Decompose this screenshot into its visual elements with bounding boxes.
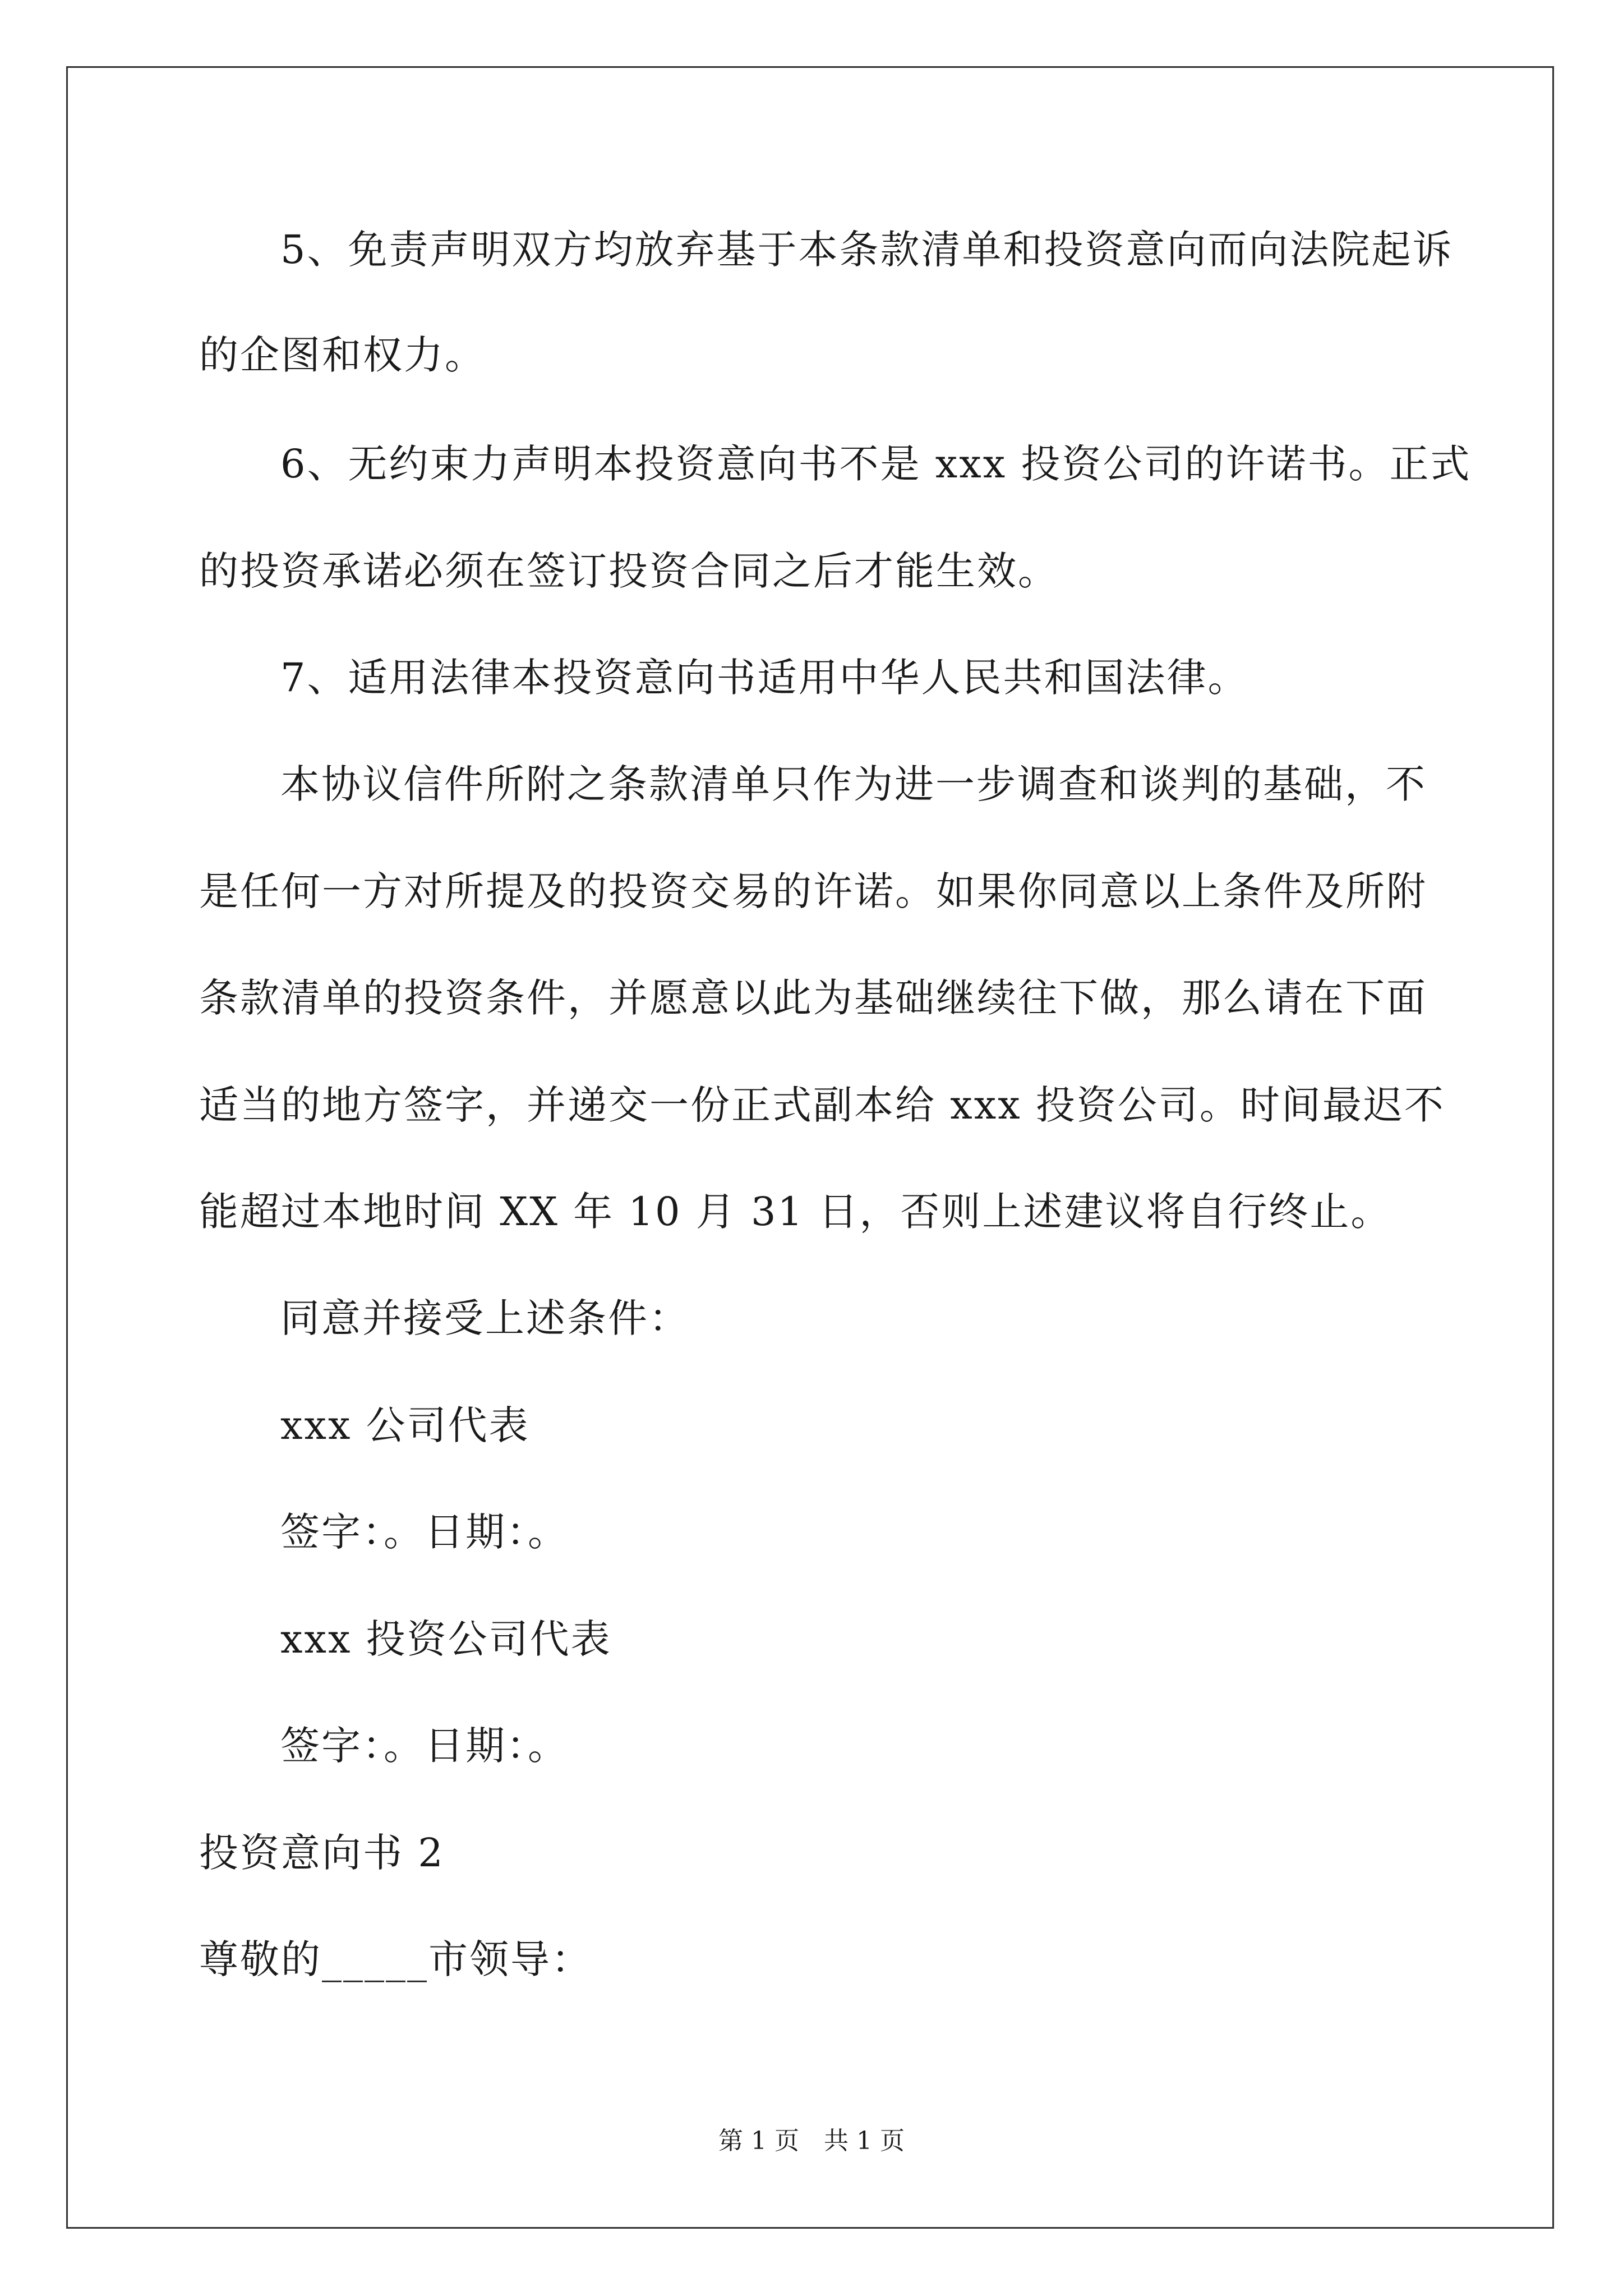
- section-heading: 投资意向书 2: [199, 1830, 445, 1876]
- clause-6-line-2: 的投资承诺必须在签订投资合同之后才能生效。: [199, 548, 1059, 594]
- paragraph-line-1: 本协议信件所附之条款清单只作为进一步调查和谈判的基础，不: [280, 761, 1427, 807]
- company-signature-date: 签字：。日期：。: [280, 1509, 569, 1555]
- page-border: [66, 66, 1554, 2229]
- paragraph-line-3: 条款清单的投资条件，并愿意以此为基础继续往下做，那么请在下面: [199, 975, 1427, 1021]
- clause-5-line-1: 5、免责声明双方均放弃基于本条款清单和投资意向而向法院起诉: [280, 227, 1454, 273]
- investment-company-representative: xxx 投资公司代表: [280, 1616, 612, 1662]
- clause-7-line-1: 7、适用法律本投资意向书适用中华人民共和国法律。: [280, 655, 1249, 701]
- paragraph-line-4: 适当的地方签字，并递交一份正式副本给 xxx 投资公司。时间最迟不: [199, 1082, 1445, 1128]
- agreement-line: 同意并接受上述条件：: [280, 1295, 690, 1341]
- salutation: 尊敬的_____市领导：: [199, 1936, 592, 1982]
- paragraph-line-2: 是任何一方对所提及的投资交易的许诺。如果你同意以上条件及所附: [199, 868, 1427, 914]
- company-representative: xxx 公司代表: [280, 1402, 530, 1448]
- page-footer: 第 1 页 共 1 页: [718, 2127, 905, 2155]
- clause-5-line-2: 的企图和权力。: [199, 332, 486, 378]
- investment-signature-date: 签字：。日期：。: [280, 1723, 569, 1769]
- clause-6-line-1: 6、无约束力声明本投资意向书不是 xxx 投资公司的许诺书。正式: [280, 441, 1472, 487]
- paragraph-line-5: 能超过本地时间 XX 年 10 月 31 日，否则上述建议将自行终止。: [199, 1189, 1392, 1235]
